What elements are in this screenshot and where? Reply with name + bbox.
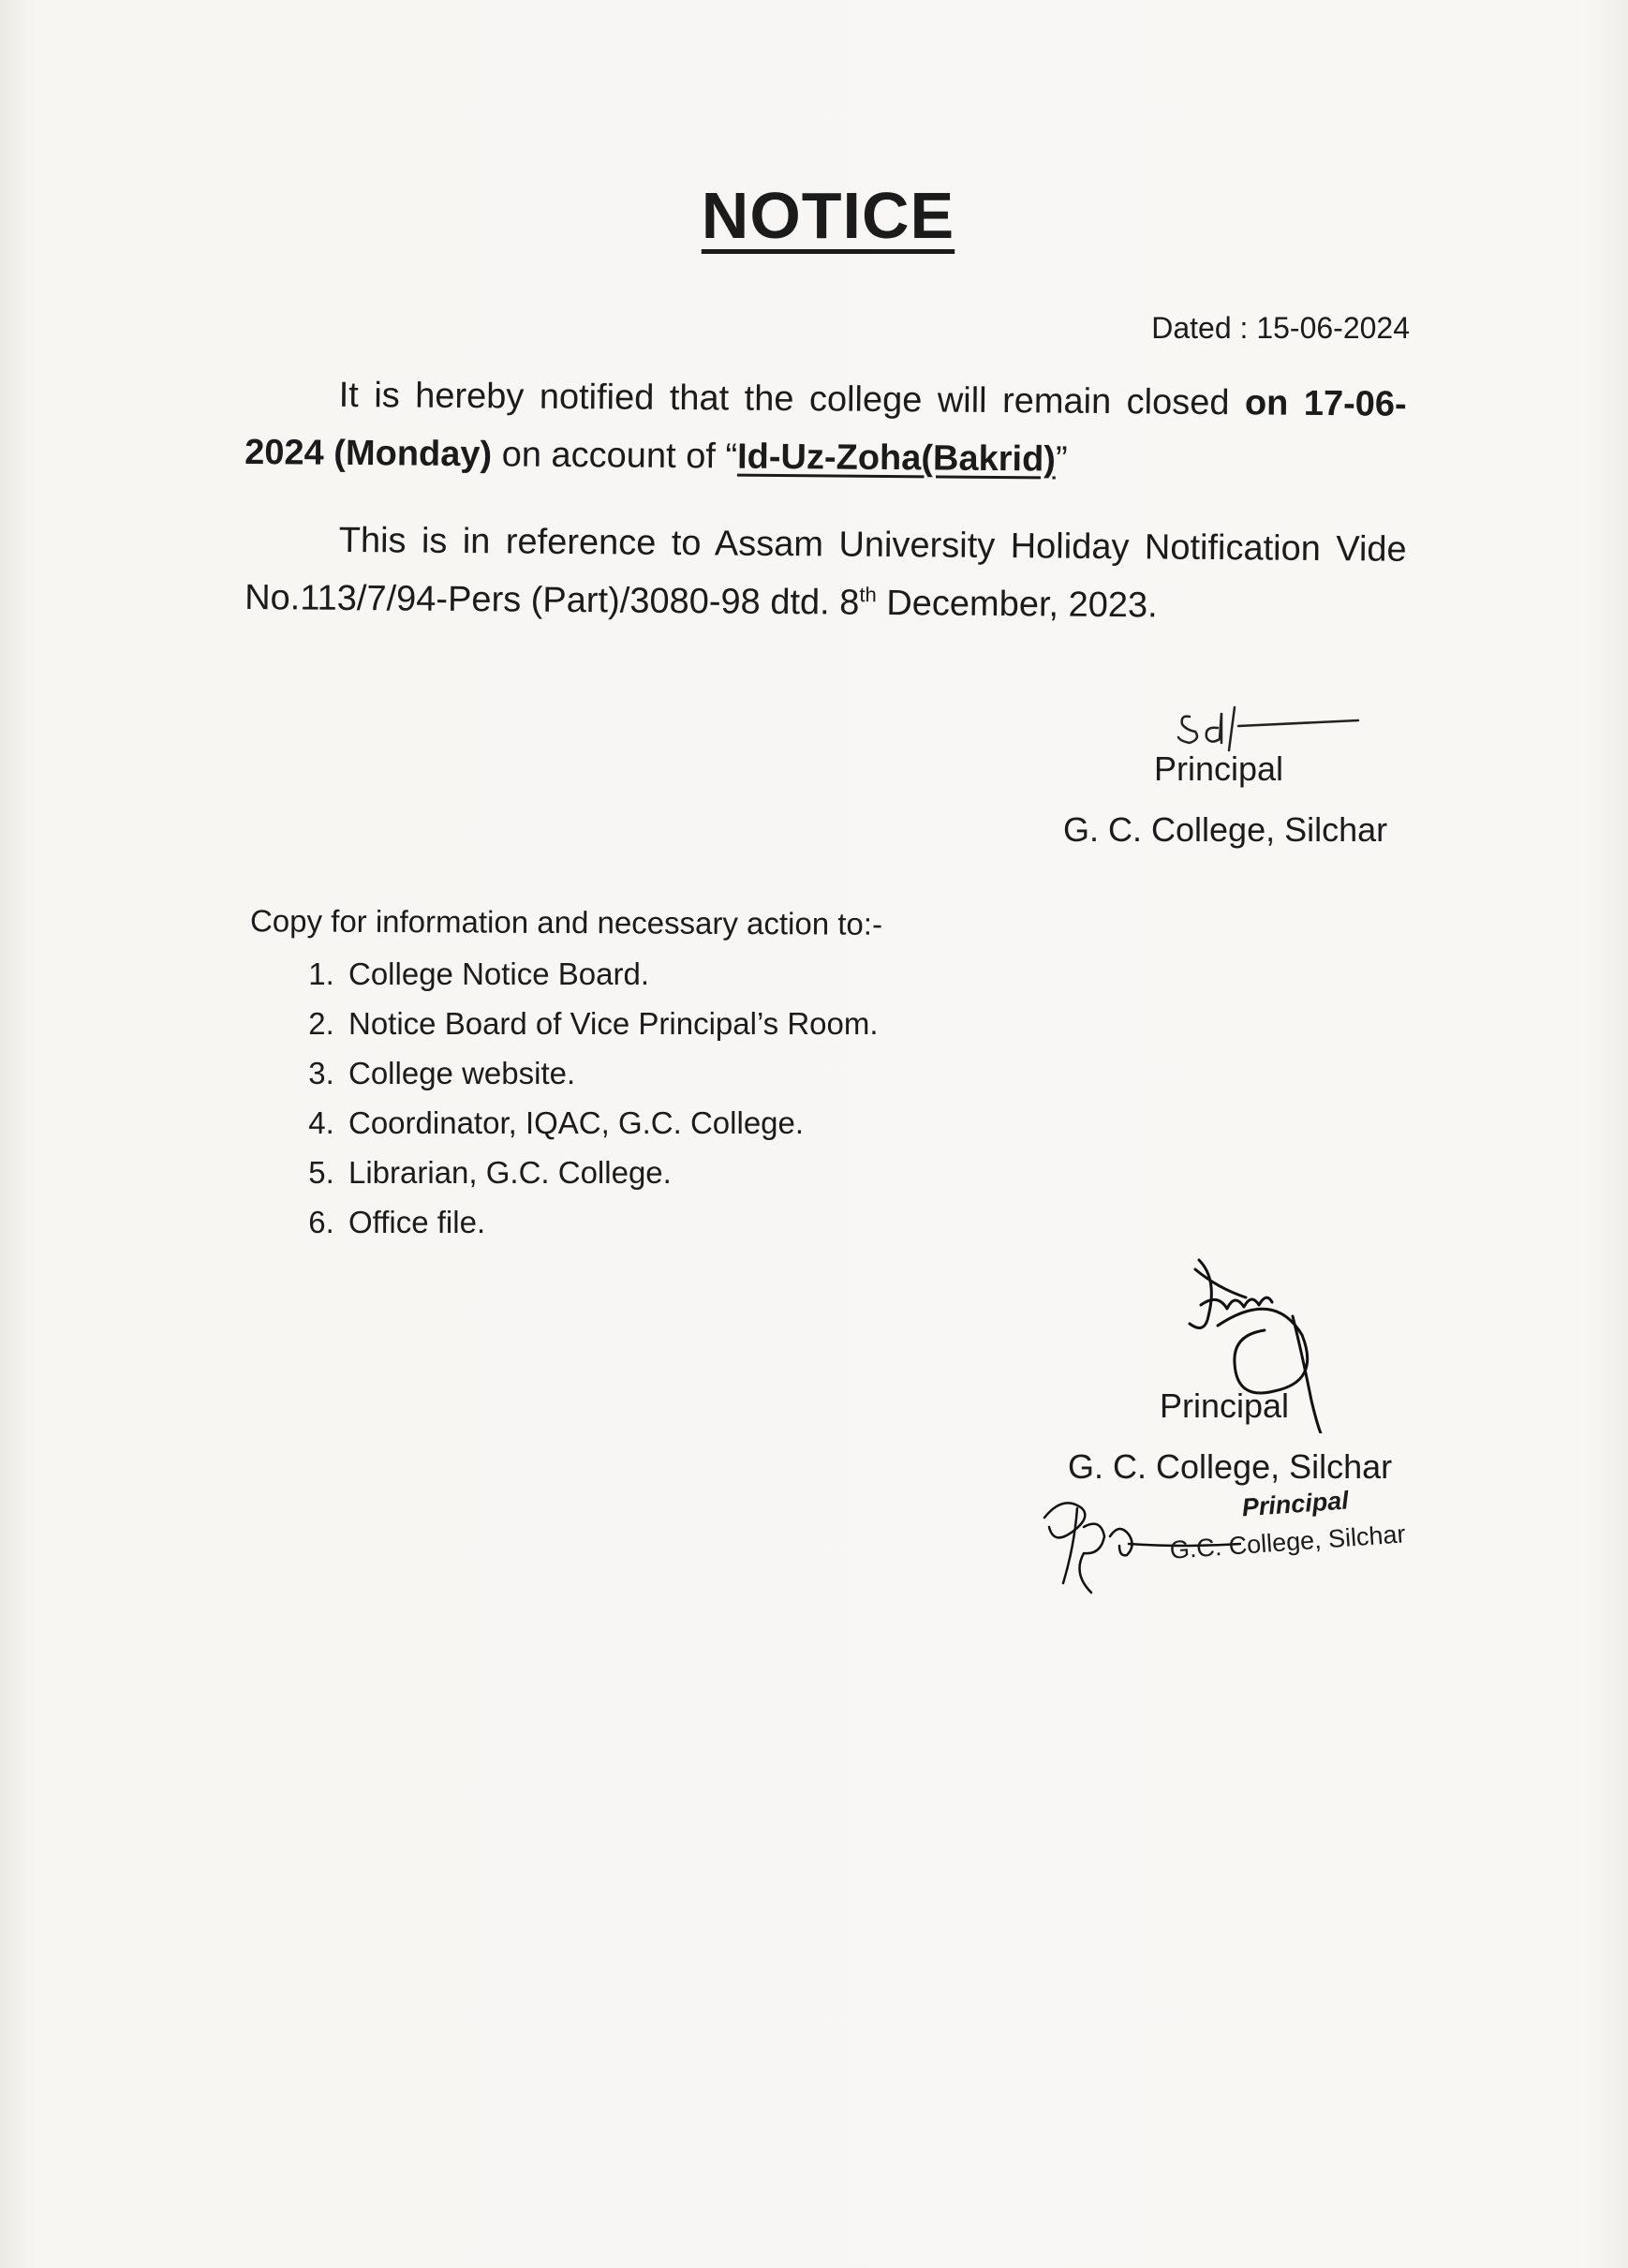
first-signatory-college: G. C. College, Silchar xyxy=(1063,810,1388,849)
closure-paragraph xyxy=(244,365,1407,492)
handwritten-sd-signature xyxy=(1171,698,1377,754)
list-item: 1. College Notice Board. xyxy=(343,949,879,999)
copy-to-heading: Copy for information and necessary action to:- xyxy=(249,903,883,941)
closure-date: on 17-06-2024 (Monday) xyxy=(244,383,1407,475)
second-signatory-designation: Principal xyxy=(1160,1386,1290,1425)
copy-to-list xyxy=(290,949,879,1247)
closing-quote: ” xyxy=(1055,439,1068,480)
stamp-college: G.C. College, Silchar xyxy=(1168,1519,1407,1564)
second-signatory-college: G. C. College, Silchar xyxy=(1068,1447,1393,1486)
list-item: 4. Coordinator, IQAC, G.C. College. xyxy=(343,1098,879,1148)
closure-text-account: on account of “ xyxy=(491,435,738,477)
list-item: 3. College website. xyxy=(343,1048,879,1098)
reference-text: This is in reference to Assam University Holiday Notification Vide No.113/7/94-Pers (Part)/3080-98 dtd. 8 xyxy=(244,520,1407,623)
ordinal-suffix: th xyxy=(859,583,877,607)
first-signatory-designation: Principal xyxy=(1154,749,1284,788)
list-item: 2. Notice Board of Vice Principal’s Room. xyxy=(343,999,879,1048)
notice-date: Dated : 15-06-2024 xyxy=(1151,311,1410,345)
holiday-name: Id-Uz-Zoha(Bakrid) xyxy=(736,437,1057,480)
reference-date-text: December, 2023. xyxy=(876,583,1158,626)
list-item: 6. Office file. xyxy=(343,1197,879,1247)
list-item: 5. Librarian, G.C. College. xyxy=(343,1148,879,1197)
reference-paragraph xyxy=(244,511,1407,637)
stamp-title: Principal xyxy=(1240,1486,1350,1522)
closure-text: It is hereby notified that the college will remain closed xyxy=(338,375,1246,423)
notice-title: NOTICE xyxy=(701,179,955,252)
